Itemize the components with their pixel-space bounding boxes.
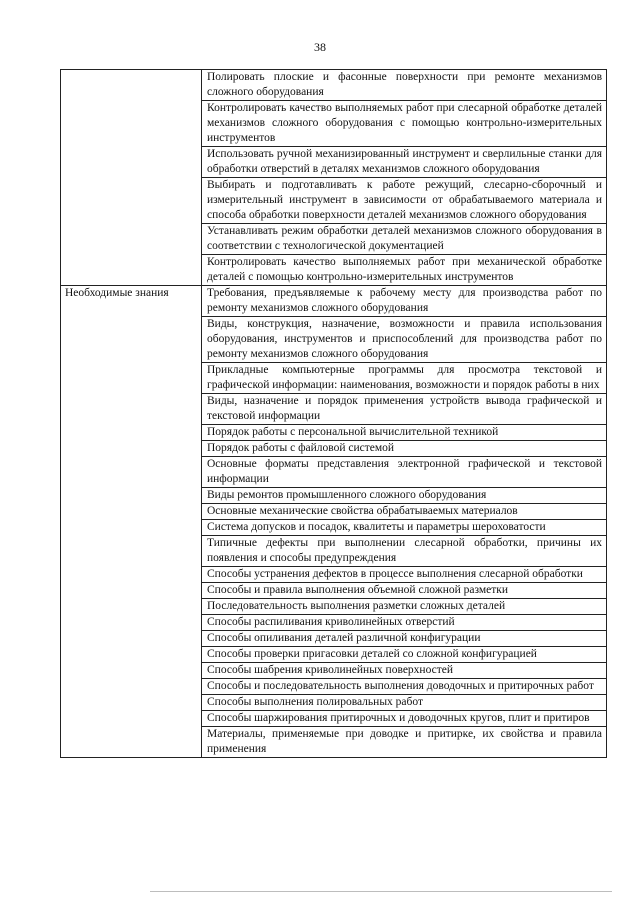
knowledge-item: Способы проверки пригасовки деталей со сложной конфигурацией	[202, 647, 607, 663]
knowledge-item: Материалы, применяемые при доводке и притирке, их свойства и правила применения	[202, 727, 607, 758]
knowledge-item: Порядок работы с файловой системой	[202, 441, 607, 457]
knowledge-item: Способы шабрения криволинейных поверхностей	[202, 663, 607, 679]
competency-table	[60, 69, 607, 758]
skills-row	[61, 70, 607, 101]
skills-item: Устанавливать режим обработки деталей механизмов сложного оборудования в соответствии с технологической документацией	[202, 224, 607, 255]
knowledge-item: Способы опиливания деталей различной конфигурации	[202, 631, 607, 647]
table-body	[61, 70, 607, 758]
knowledge-item: Способы шаржирования притирочных и доводочных кругов, плит и притиров	[202, 711, 607, 727]
knowledge-item: Способы и последовательность выполнения доводочных и притирочных работ	[202, 679, 607, 695]
skills-section-label	[61, 70, 202, 286]
knowledge-item: Способы устранения дефектов в процессе выполнения слесарной обработки	[202, 567, 607, 583]
knowledge-item: Виды, конструкция, назначение, возможности и правила использования оборудования, инструментов и приспособлений для производства работ по ремонту механизмов сложного оборудования	[202, 317, 607, 363]
skills-item: Контролировать качество выполняемых работ при слесарной обработке деталей механизмов сложного оборудования с помощью контрольно-измерительных инструментов	[202, 101, 607, 147]
skills-item: Использовать ручной механизированный инструмент и сверлильные станки для обработки отверстий в деталях механизмов сложного оборудования	[202, 147, 607, 178]
knowledge-item: Типичные дефекты при выполнении слесарной обработки, причины их появления и способы предупреждения	[202, 536, 607, 567]
knowledge-item: Система допусков и посадок, квалитеты и параметры шероховатости	[202, 520, 607, 536]
page-number: 38	[314, 40, 326, 54]
knowledge-item: Последовательность выполнения разметки сложных деталей	[202, 599, 607, 615]
skills-item: Контролировать качество выполняемых работ при механической обработке деталей с помощью контрольно-измерительных инструментов	[202, 255, 607, 286]
knowledge-item: Способы и правила выполнения объемной сложной разметки	[202, 583, 607, 599]
knowledge-row	[61, 286, 607, 317]
skills-item: Выбирать и подготавливать к работе режущий, слесарно-сборочный и измерительный инструмент в зависимости от обрабатываемого материала и способа обработки поверхности деталей механизмов сложного оборудования	[202, 178, 607, 224]
knowledge-item: Требования, предъявляемые к рабочему месту для производства работ по ремонту механизмов сложного оборудования	[202, 286, 607, 317]
skills-item: Полировать плоские и фасонные поверхности при ремонте механизмов сложного оборудования	[202, 70, 607, 101]
knowledge-item: Порядок работы с персональной вычислительной техникой	[202, 425, 607, 441]
knowledge-section-label: Необходимые знания	[61, 286, 202, 758]
knowledge-item: Основные механические свойства обрабатываемых материалов	[202, 504, 607, 520]
knowledge-item: Способы выполнения полировальных работ	[202, 695, 607, 711]
knowledge-item: Виды, назначение и порядок применения устройств вывода графической и текстовой информации	[202, 394, 607, 425]
knowledge-item: Прикладные компьютерные программы для просмотра текстовой и графической информации: наименования, возможности и порядок работы в них	[202, 363, 607, 394]
knowledge-item: Виды ремонтов промышленного сложного оборудования	[202, 488, 607, 504]
knowledge-item: Способы распиливания криволинейных отверстий	[202, 615, 607, 631]
page-bottom-rule	[150, 891, 612, 892]
knowledge-item: Основные форматы представления электронной графической и текстовой информации	[202, 457, 607, 488]
